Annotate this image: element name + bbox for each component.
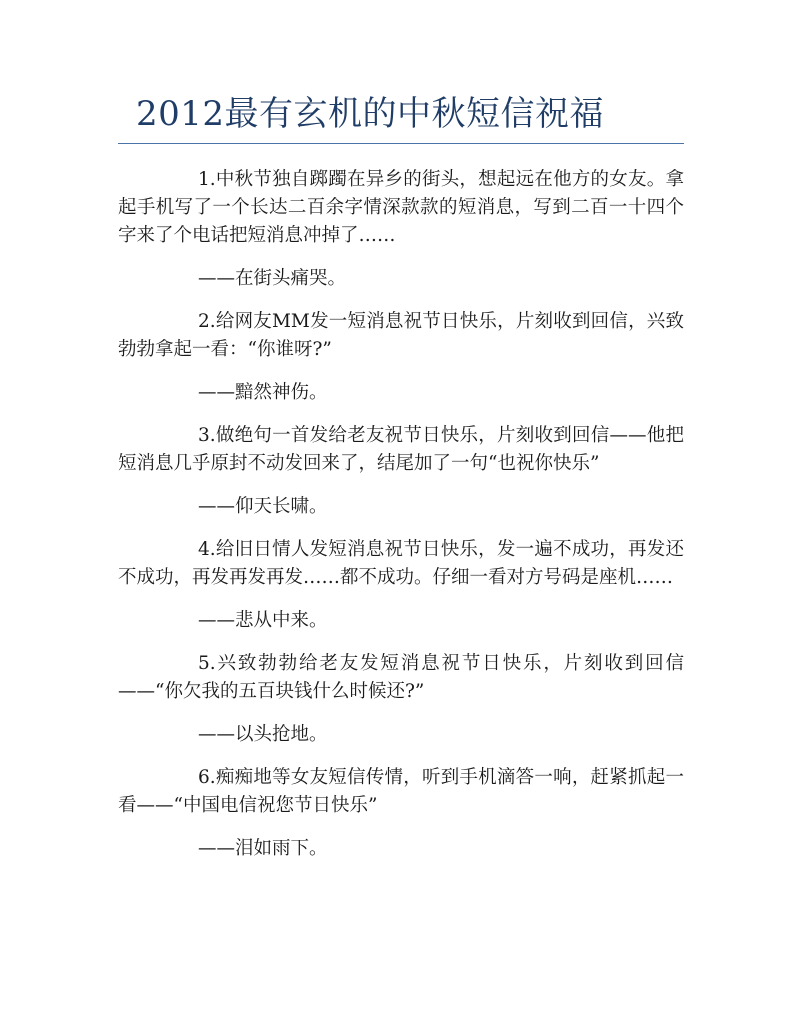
item-6-punchline: ——泪如雨下。 [198, 838, 328, 859]
item-1-text: 1.中秋节独自踯躅在异乡的街头，想起远在他方的女友。拿起手机写了一个长达二百余字情深款款的短消息，写到二百一十四个字来了个电话把短消息冲掉了…… [118, 169, 684, 246]
item-5-text: 5.兴致勃勃给老友发短消息祝节日快乐，片刻收到回信——“你欠我的五百块钱什么时候还?” [118, 653, 684, 702]
item-1-punchline: ——在街头痛哭。 [198, 268, 347, 289]
title-underline [118, 143, 684, 144]
item-5-punchline: ——以头抢地。 [198, 724, 328, 745]
document-body [118, 166, 684, 878]
item-2-text: 2.给网友MM发一短消息祝节日快乐，片刻收到回信，兴致勃勃拿起一看：“你谁呀?” [118, 311, 684, 360]
item-4-text: 4.给旧日情人发短消息祝节日快乐，发一遍不成功，再发还不成功，再发再发再发……都不成功。仔细一看对方号码是座机…… [118, 539, 684, 588]
item-3-text: 3.做绝句一首发给老友祝节日快乐，片刻收到回信——他把短消息几乎原封不动发回来了，结尾加了一句“也祝你快乐” [118, 425, 684, 474]
item-2-punchline: ——黯然神伤。 [198, 382, 328, 403]
item-3-punchline: ——仰天长啸。 [198, 496, 328, 517]
item-6-text: 6.痴痴地等女友短信传情，听到手机滴答一响，赶紧抓起一看——“中国电信祝您节日快乐” [118, 767, 684, 816]
document-title: 2012最有玄机的中秋短信祝福 [136, 94, 605, 134]
item-4-punchline: ——悲从中来。 [198, 610, 328, 631]
